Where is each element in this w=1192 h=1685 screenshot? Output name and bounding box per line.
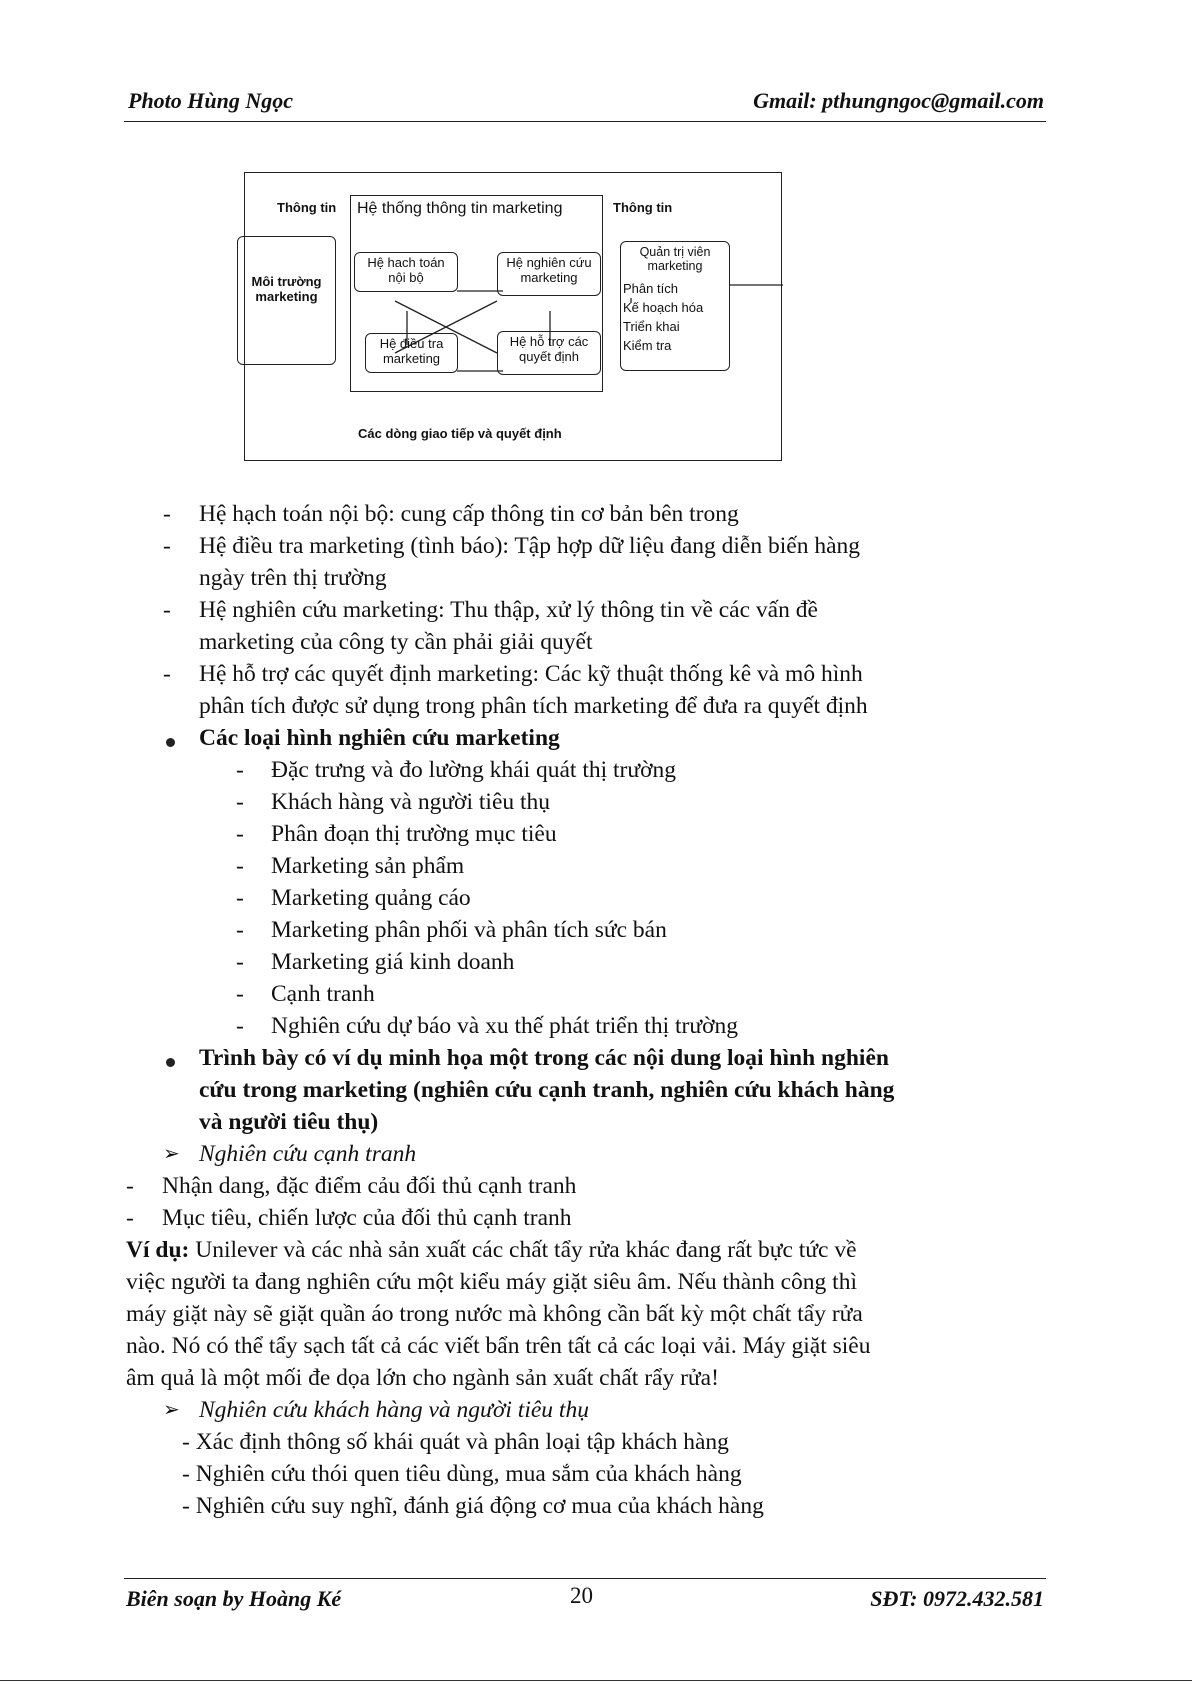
arrow-bullet-icon: ➢ — [163, 1399, 180, 1421]
subheading: Nghiên cứu cạnh tranh — [199, 1141, 417, 1167]
page-number: 20 — [570, 1583, 593, 1608]
type-item: Đặc trưng và đo lường khái quát thị trường — [271, 757, 677, 783]
example-line — [126, 1234, 857, 1266]
cust-item: - Xác định thông số khái quát và phân loại tập khách hàng — [182, 1429, 729, 1455]
header-rule — [124, 121, 1046, 122]
page-edge — [0, 1680, 1192, 1681]
control-label: Kiểm tra — [623, 337, 672, 353]
list-item: Hệ hỗ trợ các quyết định marketing: Các kỹ thuật thống kê và mô hình — [199, 661, 863, 687]
example-line: máy giặt này sẽ giặt quần áo trong nước mà không cần bất kỳ một chất tẩy rửa — [126, 1301, 863, 1327]
section-heading-2: Trình bày có ví dụ minh họa một trong các nội dung loại hình nghiên — [199, 1045, 889, 1071]
cust-item: - Nghiên cứu suy nghĩ, đánh giá động cơ mua của khách hàng — [182, 1493, 764, 1519]
example-line: âm quả là một mối đe dọa lớn cho ngành sản xuất chất rẩy rửa! — [126, 1365, 719, 1391]
support-box — [497, 331, 601, 375]
implement-label: Triển khai — [623, 318, 680, 334]
comp-item: Mục tiêu, chiến lược của đối thủ cạnh tranh — [162, 1205, 572, 1231]
research-label: Hệ nghiên cứu marketing — [506, 255, 592, 285]
example-line: việc người ta đang nghiên cứu một kiểu máy giặt siêu âm. Nếu thành công thì — [126, 1269, 857, 1295]
environment-box — [237, 236, 336, 365]
example-label: Ví dụ: — [126, 1237, 190, 1263]
section-heading: Các loại hình nghiên cứu marketing — [199, 725, 560, 751]
list-item-cont: ngày trên thị trường — [199, 565, 387, 591]
footer-rule — [124, 1578, 1046, 1579]
cust-item: - Nghiên cứu thói quen tiêu dùng, mua sắm của khách hàng — [182, 1461, 742, 1487]
intelligence-box — [365, 333, 458, 373]
bullet-icon — [166, 1058, 175, 1067]
arrow-bullet-icon: ➢ — [163, 1143, 180, 1165]
type-item: Nghiên cứu dự báo và xu thế phát triển thị trường — [271, 1013, 739, 1039]
environment-label: Môi trường marketing — [251, 274, 322, 304]
list-item-cont: phân tích được sử dụng trong phân tích marketing để đưa ra quyết định — [199, 693, 868, 719]
type-item: Marketing phân phối và phân tích sức bán — [271, 917, 667, 943]
analyze-label: Phân tích — [623, 280, 678, 296]
list-item-cont: marketing của công ty cần phải giải quyết — [199, 629, 593, 655]
system-title: Hệ thống thông tin marketing — [357, 200, 563, 217]
accounting-label: Hệ hach toán nội bộ — [367, 255, 445, 285]
list-item: Hệ hạch toán nội bộ: cung cấp thông tin cơ bản bên trong — [199, 501, 739, 527]
header-left: Photo Hùng Ngọc — [128, 88, 294, 113]
type-item: Phân đoạn thị trường mục tiêu — [271, 821, 557, 847]
info-right-label: Thông tin — [613, 200, 673, 215]
managers-label: Quản trị viên marketing — [639, 245, 711, 274]
section-heading-2-cont: cứu trong marketing (nghiên cứu cạnh tranh, nghiên cứu khách hàng — [199, 1077, 895, 1103]
accounting-box — [354, 252, 458, 292]
info-left-label: Thông tin — [277, 200, 337, 215]
marketing-info-system-diagram — [244, 172, 782, 461]
research-box — [497, 252, 601, 296]
list-item: Hệ nghiên cứu marketing: Thu thập, xử lý thông tin về các vấn đề — [199, 597, 818, 623]
type-item: Cạnh tranh — [271, 981, 375, 1007]
subheading: Nghiên cứu khách hàng và người tiêu thụ — [199, 1397, 589, 1423]
flow-label: Các dòng giao tiếp và quyết định — [358, 426, 562, 441]
intelligence-label: Hệ điều tra marketing — [379, 336, 444, 366]
support-label: Hệ hỗ trợ các quyết định — [509, 334, 589, 364]
comp-item: Nhận dang, đặc điểm cảu đối thủ cạnh tranh — [162, 1173, 577, 1199]
bullet-icon — [166, 738, 175, 747]
footer-left: Biên soạn by Hoàng Ké — [126, 1586, 342, 1611]
type-item: Khách hàng và người tiêu thụ — [271, 789, 551, 815]
managers-box — [620, 241, 730, 371]
type-item: Marketing giá kinh doanh — [271, 949, 515, 975]
section-heading-2-cont: và người tiêu thụ) — [199, 1109, 379, 1135]
footer-right: SĐT: 0972.432.581 — [870, 1586, 1044, 1611]
plan-label: Kế hoạch hóa — [623, 299, 704, 315]
example-line: nào. Nó có thể tẩy sạch tất cả các viết bẩn trên tất cả các loại vải. Máy giặt siêu — [126, 1333, 871, 1359]
example-text: Unilever và các nhà sản xuất các chất tẩy rửa khác đang rất bực tức về — [195, 1237, 857, 1263]
header-right: Gmail: pthungngoc@gmail.com — [753, 88, 1044, 113]
list-item: Hệ điều tra marketing (tình báo): Tập hợp dữ liệu đang diễn biến hàng — [199, 533, 861, 559]
type-item: Marketing sản phẩm — [271, 853, 465, 879]
type-item: Marketing quảng cáo — [271, 885, 471, 911]
